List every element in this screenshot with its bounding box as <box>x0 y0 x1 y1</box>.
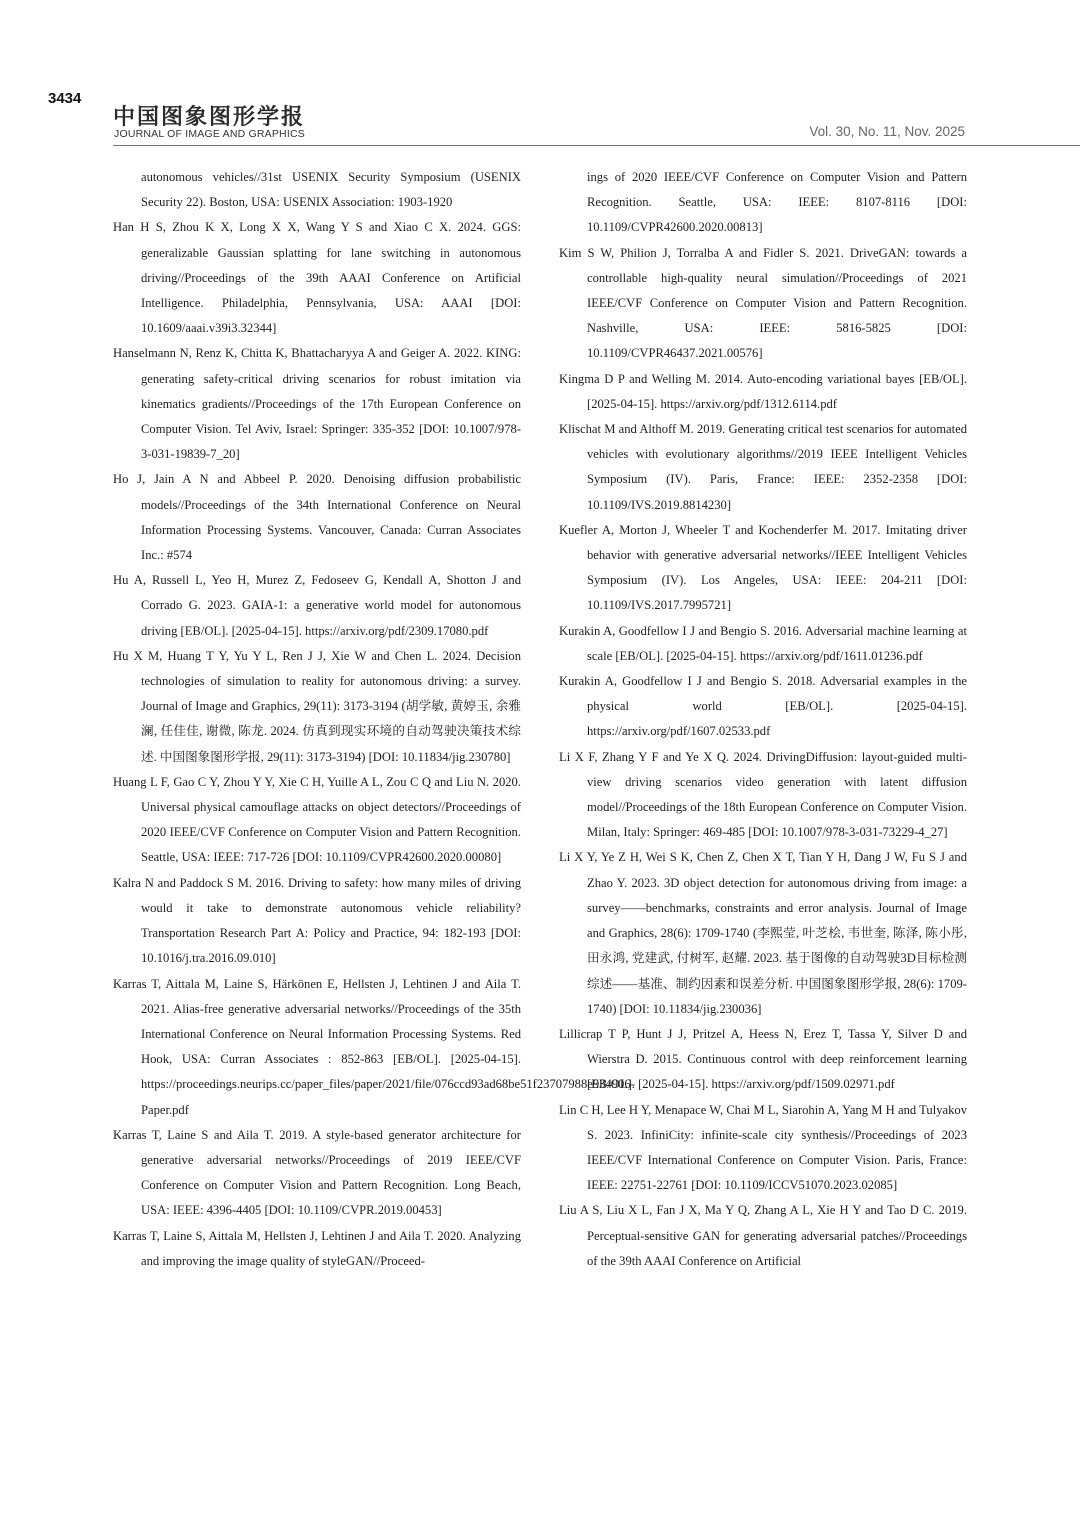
reference-entry: Li X F, Zhang Y F and Ye X Q. 2024. DrivingDiffusion: layout-guided multi-view driving scenarios video generation with latent diffusion model//Proceedings of the 18th European Conference on Computer Vision. Milan, Italy: Springer: 469-485 [DOI: 10.1007/978-3-031-73229-4_27] <box>559 749 967 840</box>
reference-entry: Klischat M and Althoff M. 2019. Generating critical test scenarios for automated vehicles with evolutionary algorithms//2019 IEEE Intelligent Vehicles Symposium (IV). Paris, France: IEEE: 2352-2358 [DOI: 10.1109/IVS.2019.8814230] <box>559 422 967 512</box>
reference-entry: Kurakin A, Goodfellow I J and Bengio S. 2016. Adversarial machine learning at scale [EB/OL]. [2025-04-15]. https://arxiv.org/pdf/1611.01236.pdf <box>559 623 967 663</box>
header-divider <box>113 145 1080 146</box>
reference-entry: ings of 2020 IEEE/CVF Conference on Computer Vision and Pattern Recognition. Seattle, USA: IEEE: 8107-8116 [DOI: 10.1109/CVPR42600.2020.00813] <box>587 170 967 235</box>
reference-entry: Ho J, Jain A N and Abbeel P. 2020. Denoising diffusion probabilistic models//Proceedings of the 34th International Conference on Neural Information Processing Systems. Vancouver, Canada: Curran Associates Inc.: #574 <box>113 472 521 563</box>
reference-entry: Kim S W, Philion J, Torralba A and Fidler S. 2021. DriveGAN: towards a controllable high-quality neural simulation//Proceedings of 2021 IEEE/CVF Conference on Computer Vision and Pattern Recognition. Nashville, USA: IEEE: 5816-5825 [DOI: 10.1109/CVPR46437.2021.00576] <box>559 245 967 361</box>
reference-entry: Hu X M, Huang T Y, Yu Y L, Ren J J, Xie W and Chen L. 2024. Decision technologies of simulation to reality for autonomous driving: a survey. Journal of Image and Graphics, 29(11): 3173-3194 (胡学敏, 黄婷玉, 余雅澜, 任佳佳, 谢微, 陈龙. 2024. 仿真到现实环境的自动驾驶决策技术综述. 中国图象图形学报, 29(11): 3173-3194) [DOI: 10.11834/jig.230780] <box>113 648 521 764</box>
issue-info: Vol. 30, No. 11, Nov. 2025 <box>809 124 965 139</box>
reference-entry: Hu A, Russell L, Yeo H, Murez Z, Fedoseev G, Kendall A, Shotton J and Corrado G. 2023. GAIA-1: a generative world model for autonomous driving [EB/OL]. [2025-04-15]. https://arxiv.org/pdf/2309.17080.pdf <box>113 573 521 638</box>
page-number: 3434 <box>48 90 82 107</box>
references-right-column <box>559 165 967 1274</box>
reference-entry: Lillicrap T P, Hunt J J, Pritzel A, Heess N, Erez T, Tassa Y, Silver D and Wierstra D. 2015. Continuous control with deep reinforcement learning [EB/OL]. [2025-04-15]. https://arxiv.org/pdf/1509.02971.pdf <box>559 1026 967 1092</box>
reference-entry: Liu A S, Liu X L, Fan J X, Ma Y Q, Zhang A L, Xie H Y and Tao D C. 2019. Perceptual-sensitive GAN for generating adversarial patches//Proceedings of the 39th AAAI Conference on Artificial <box>559 1203 967 1268</box>
reference-entry: Karras T, Laine S, Aittala M, Hellsten J, Lehtinen J and Aila T. 2020. Analyzing and improving the image quality of styleGAN//Proceed- <box>113 1228 521 1268</box>
reference-entry: Kingma D P and Welling M. 2014. Auto-encoding variational bayes [EB/OL]. [2025-04-15]. https://arxiv.org/pdf/1312.6114.pdf <box>559 371 967 411</box>
reference-entry: Kuefler A, Morton J, Wheeler T and Kochenderfer M. 2017. Imitating driver behavior with generative adversarial networks//IEEE Intelligent Vehicles Symposium (IV). Los Angeles, USA: IEEE: 204-211 [DOI: 10.1109/IVS.2017.7995721] <box>559 522 967 613</box>
reference-entry: Lin C H, Lee H Y, Menapace W, Chai M L, Siarohin A, Yang M H and Tulyakov S. 2023. InfiniCity: infinite-scale city synthesis//Proceedings of 2023 IEEE/CVF International Conference on Computer Vision. Paris, France: IEEE: 22751-22761 [DOI: 10.1109/ICCV51070.2023.02085] <box>559 1102 967 1193</box>
reference-entry: Han H S, Zhou K X, Long X X, Wang Y S and Xiao C X. 2024. GGS: generalizable Gaussian splatting for lane switching in autonomous driving//Proceedings of the 39th AAAI Conference on Artificial Intelligence. Philadelphia, Pennsylvania, USA: AAAI [DOI: 10.1609/aaai.v39i3.32344] <box>113 220 521 336</box>
reference-entry: Huang L F, Gao C Y, Zhou Y Y, Xie C H, Yuille A L, Zou C Q and Liu N. 2020. Universal physical camouflage attacks on object detectors//Proceedings of 2020 IEEE/CVF Conference on Computer Vision and Pattern Recognition. Seattle, USA: IEEE: 717-726 [DOI: 10.1109/CVPR42600.2020.00080] <box>113 774 521 865</box>
reference-entry: Kalra N and Paddock S M. 2016. Driving to safety: how many miles of driving would it take to demonstrate autonomous vehicle reliability? Transportation Research Part A: Policy and Practice, 94: 182-193 [DOI: 10.1016/j.tra.2016.09.010] <box>113 875 521 966</box>
journal-title-english: JOURNAL OF IMAGE AND GRAPHICS <box>114 128 305 140</box>
references-left-column <box>113 165 635 1274</box>
reference-entry: Karras T, Aittala M, Laine S, Härkönen E, Hellsten J, Lehtinen J and Aila T. 2021. Alias-free generative adversarial networks//Proceedings of the 35th International Conference on Neural Information Processing Systems. Red Hook, USA: Curran Associates : 852-863 [EB/OL]. [2025-04-15]. https://proceedings.neurips.cc/paper_files/paper/2021/file/076ccd93ad68be51f23707988e934906-Paper.pdf <box>113 976 635 1117</box>
reference-entry: Karras T, Laine S and Aila T. 2019. A style-based generator architecture for generative adversarial networks//Proceedings of 2019 IEEE/CVF Conference on Computer Vision and Pattern Recognition. Long Beach, USA: IEEE: 4396-4405 [DOI: 10.1109/CVPR.2019.00453] <box>113 1127 521 1218</box>
reference-entry: autonomous vehicles//31st USENIX Security Symposium (USENIX Security 22). Boston, USA: USENIX Association: 1903-1920 <box>141 170 521 210</box>
reference-entry: Hanselmann N, Renz K, Chitta K, Bhattacharyya A and Geiger A. 2022. KING: generating safety-critical driving scenarios for robust imitation via kinematics gradients//Proceedings of the 17th European Conference on Computer Vision. Tel Aviv, Israel: Springer: 335-352 [DOI: 10.1007/978-3-031-19839-7_20] <box>113 346 521 462</box>
journal-title-chinese: 中国图象图形学报 <box>113 105 306 130</box>
reference-entry: Li X Y, Ye Z H, Wei S K, Chen Z, Chen X T, Tian Y H, Dang J W, Fu S J and Zhao Y. 2023. 3D object detection for autonomous driving from image: a survey——benchmarks, constraints and error analysis. Journal of Image and Graphics, 28(6): 1709-1740 (李熙莹, 叶芝桧, 韦世奎, 陈泽, 陈小彤, 田永鸿, 党建武, 付树军, 赵耀. 2023. 基于图像的自动驾驶3D目标检测综述——基准、制约因素和误差分析. 中国图象图形学报, 28(6): 1709-1740) [DOI: 10.11834/jig.230036] <box>559 850 967 1016</box>
reference-entry: Kurakin A, Goodfellow I J and Bengio S. 2018. Adversarial examples in the physical world [EB/OL]. [2025-04-15]. https://arxiv.org/pdf/1607.02533.pdf <box>559 674 967 739</box>
